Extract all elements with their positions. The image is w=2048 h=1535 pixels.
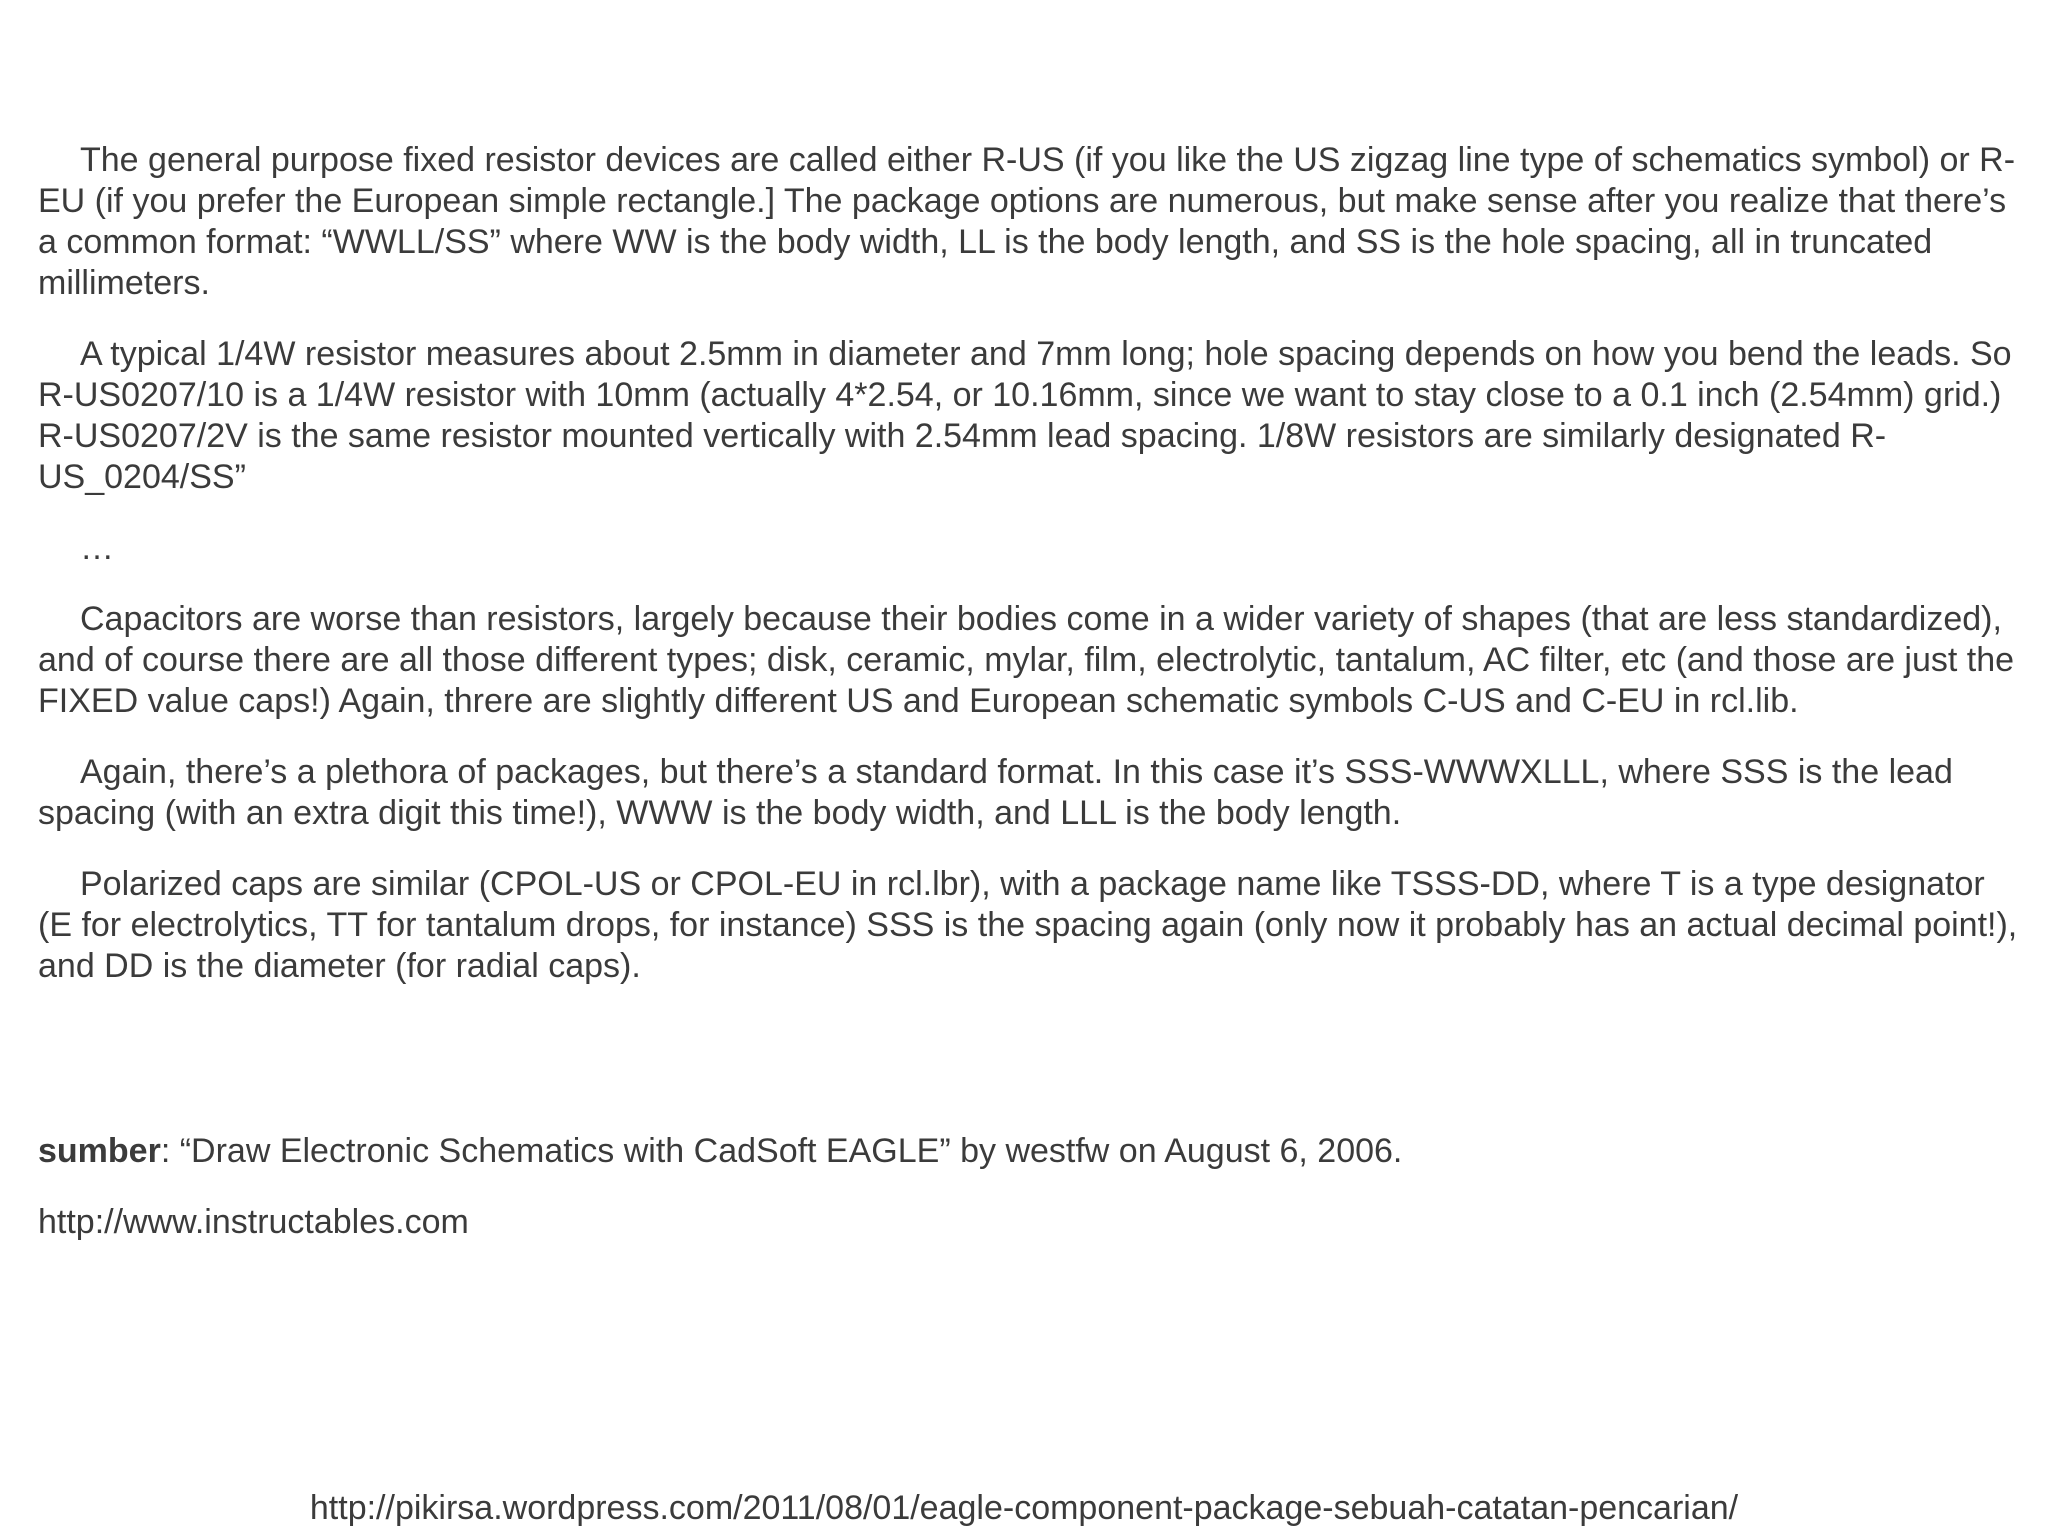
paragraph-ellipsis: …	[80, 529, 114, 567]
document-body	[38, 140, 2026, 1017]
footer-url: http://pikirsa.wordpress.com/2011/08/01/eagle-component-package-sebuah-catatan-pencarian/	[309, 1489, 1739, 1527]
paragraph-capacitor-packages: Again, there’s a plethora of packages, but there’s a standard format. In this case it’s SSS-WWWXLLL, where SSS is the lead spacing (with an extra digit this time!), WWW is the body width, and LLL is the body length.	[38, 753, 1953, 832]
paragraph-capacitors: Capacitors are worse than resistors, largely because their bodies come in a wider variety of shapes (that are less standardized), and of course there are all those different types; disk, ceramic, mylar, film, electrolytic, tantalum, AC filter, etc (and those are just the FIXED value caps!) Again, threre are slightly different US and European schematic symbols C-US and C-EU in rcl.lib.	[38, 600, 2015, 720]
source-citation	[38, 1131, 1998, 1273]
source-label: sumber	[38, 1132, 161, 1170]
paragraph-resistor-intro: The general purpose fixed resistor devices are called either R-US (if you like the US zigzag line type of schematics symbol) or R-EU (if you prefer the European simple rectangle.] The package options are numerous, but make sense after you realize that there’s a common format: “WWLL/SS” where WW is the body width, LL is the body length, and SS is the hole spacing, all in truncated millimeters.	[38, 141, 2016, 302]
source-text: : “Draw Electronic Schematics with CadSoft EAGLE” by westfw on August 6, 2006.	[160, 1132, 1403, 1170]
paragraph-polarized-caps: Polarized caps are similar (CPOL-US or CPOL-EU in rcl.lbr), with a package name like TSSS-DD, where T is a type designator (E for electrolytics, TT for tantalum drops, for instance) SSS is the spacing again (only now it probably has an actual decimal point!), and DD is the diameter (for radial caps).	[38, 865, 2018, 985]
source-site-url: http://www.instructables.com	[38, 1203, 469, 1241]
paragraph-resistor-example: A typical 1/4W resistor measures about 2.5mm in diameter and 7mm long; hole spacing depends on how you bend the leads. So R-US0207/10 is a 1/4W resistor with 10mm (actually 4*2.54, or 10.16mm, since we want to stay close to a 0.1 inch (2.54mm) grid.) R-US0207/2V is the same resistor mounted vertically with 2.54mm lead spacing. 1/8W resistors are similarly designated R-US_0204/SS”	[38, 335, 2012, 496]
source-line	[38, 1131, 1998, 1172]
